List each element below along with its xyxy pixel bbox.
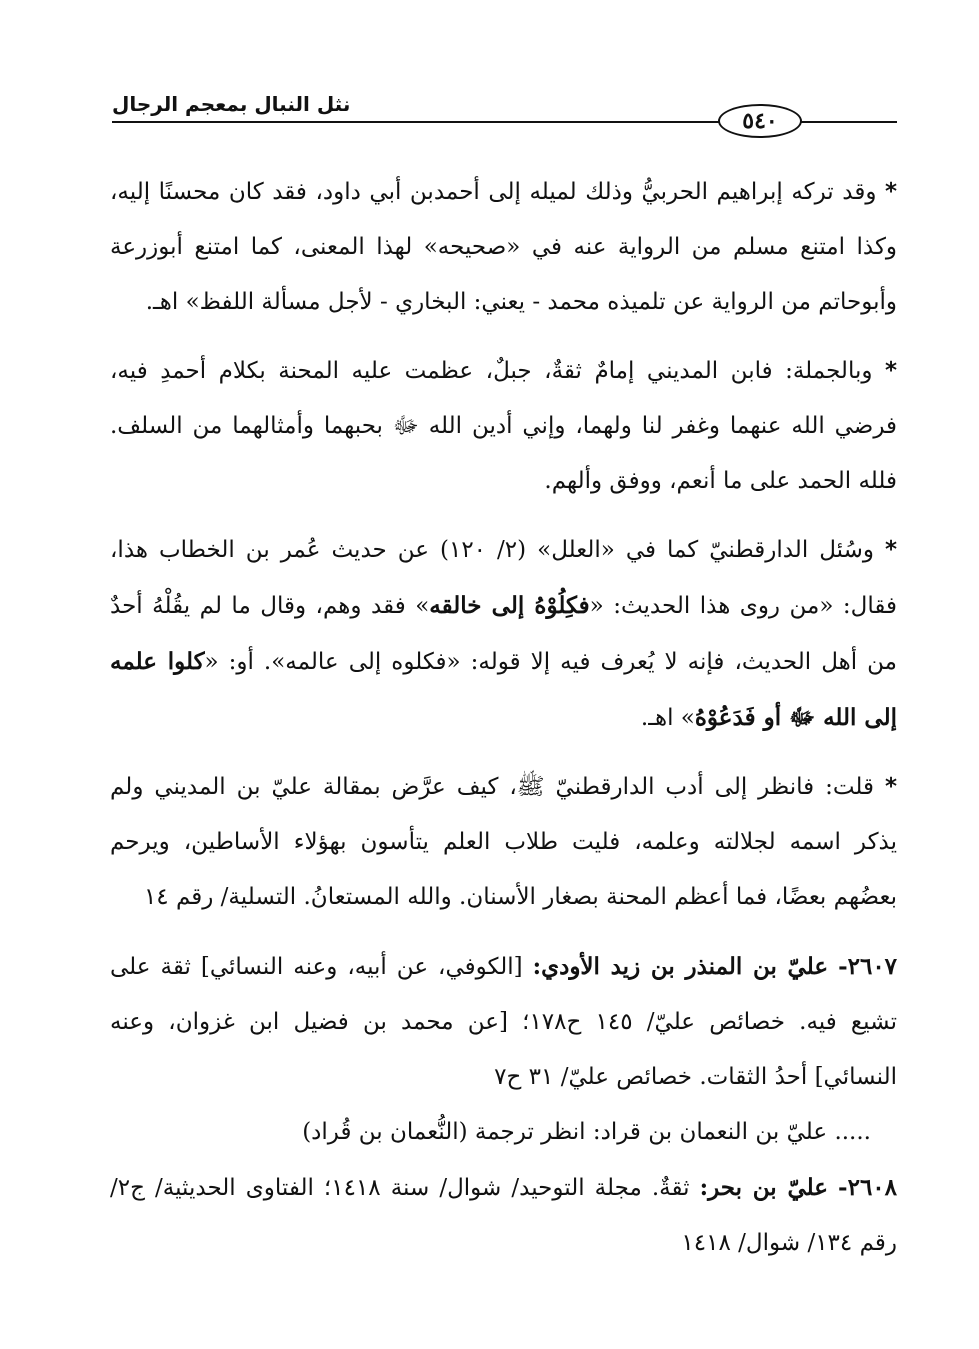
paragraph-3 — [110, 523, 897, 746]
quoted-hadith-phrase: كلوا علمه إلى الله ﷻ أو فَدَعُوْهُ — [110, 648, 897, 731]
paragraph-star: * — [884, 537, 898, 563]
paragraph-star: * — [884, 774, 897, 800]
running-title: نثل النبال بمعجم الرجال — [112, 92, 351, 116]
paragraph-4 — [110, 760, 897, 925]
paragraph-1 — [110, 165, 897, 330]
paragraph-text: وسُئل الدارقطنيّ كما في «العلل» (٢/ ١٢٠) عن حديث عُمر بن الخطاب هذا، فقال: «من روى هذا الحديث: « — [110, 537, 897, 619]
entry-text: انظر ترجمة (النُّعمان بن قُراد) — [302, 1119, 586, 1145]
page-header — [112, 92, 897, 142]
entry-text: [الكوفي، عن أبيه، وعنه النسائي] ثقة على تشيع فيه. خصائص عليّ/ ١٤٥ ح١٧٨؛ [عن محمد بن فضيل ابن غزوان، وعنه النسائي] أحدُ الثقات. خصائص عليّ/ ٣١ ح٧ — [110, 954, 897, 1090]
cross-reference-entry — [110, 1105, 871, 1160]
entry-name: عليّ بن النعمان بن قراد: — [592, 1119, 828, 1145]
cross-reference-dots: ..... — [834, 1119, 871, 1145]
entry-2608 — [110, 1160, 897, 1271]
quoted-hadith-phrase: فكِلُوْهُ إلى خالقه — [429, 592, 590, 619]
paragraph-text: » اهـ. — [640, 705, 695, 731]
page-body — [110, 165, 897, 1271]
entry-name: عليّ بن المنذر بن زيد الأودي: — [532, 953, 829, 980]
entry-number: ٢٦٠٧- — [838, 953, 898, 980]
paragraph-text: قلت: فانظر إلى أدب الدارقطنيّ ﷺ، كيف عرَّض بمقالة عليّ بن المديني ولم يذكر اسمه لجلالته وعلمه، فليت طلاب العلم يتأسون بهؤلاء الأساطين، ويرحم بعضُهم بعضًا، فما أعظم المحنة بصغار الأسنان. والله المستعانُ. التسلية/ رقم ١٤ — [110, 774, 897, 910]
entry-text: ثقةٌ. مجلة التوحيد/ شوال/ سنة ١٤١٨؛ الفتاوى الحديثية/ ج٢/ رقم ١٣٤/ شوال/ ١٤١٨ — [110, 1175, 897, 1256]
entry-number: ٢٦٠٨- — [838, 1174, 898, 1201]
paragraph-star: * — [884, 358, 898, 384]
paragraph-text: وبالجملة: فابن المديني إمامٌ ثقةٌ، جبلٌ، عظمت عليه المحنة بكلام أحمدِ فيه، فرضي الله عنهما وغفر لنا ولهما، وإني أدين الله ﷻ بحبهما وأمثالهما من السلف. فلله الحمد على ما أنعم، ووفق وألهم. — [110, 358, 897, 494]
paragraph-text: » فقد وهم، وقال ما لم يقُلْهُ أحدٌ من أهل الحديث، فإنه لا يُعرف فيه إلا قوله: «فكلوه إلى عالمه». أو: « — [110, 593, 897, 675]
paragraph-star: * — [884, 179, 897, 205]
entry-2607 — [110, 939, 897, 1105]
paragraph-text: وقد تركه إبراهيم الحربيُّ وذلك لميله إلى أحمدبن أبي داود، فقد كان محسنًا إليه، وكذا امتنع مسلم من الرواية عنه في «صحيحه» لهذا المعنى، كما امتنع أبوزرعة وأبوحاتم من الرواية عن تلميذه محمد - يعني: البخاري - لأجل مسألة اللفظ» اهـ. — [110, 179, 897, 315]
entry-name: عليّ بن بحر: — [699, 1174, 828, 1201]
page-number: ٥٤٠ — [718, 104, 802, 138]
paragraph-2 — [110, 344, 897, 509]
